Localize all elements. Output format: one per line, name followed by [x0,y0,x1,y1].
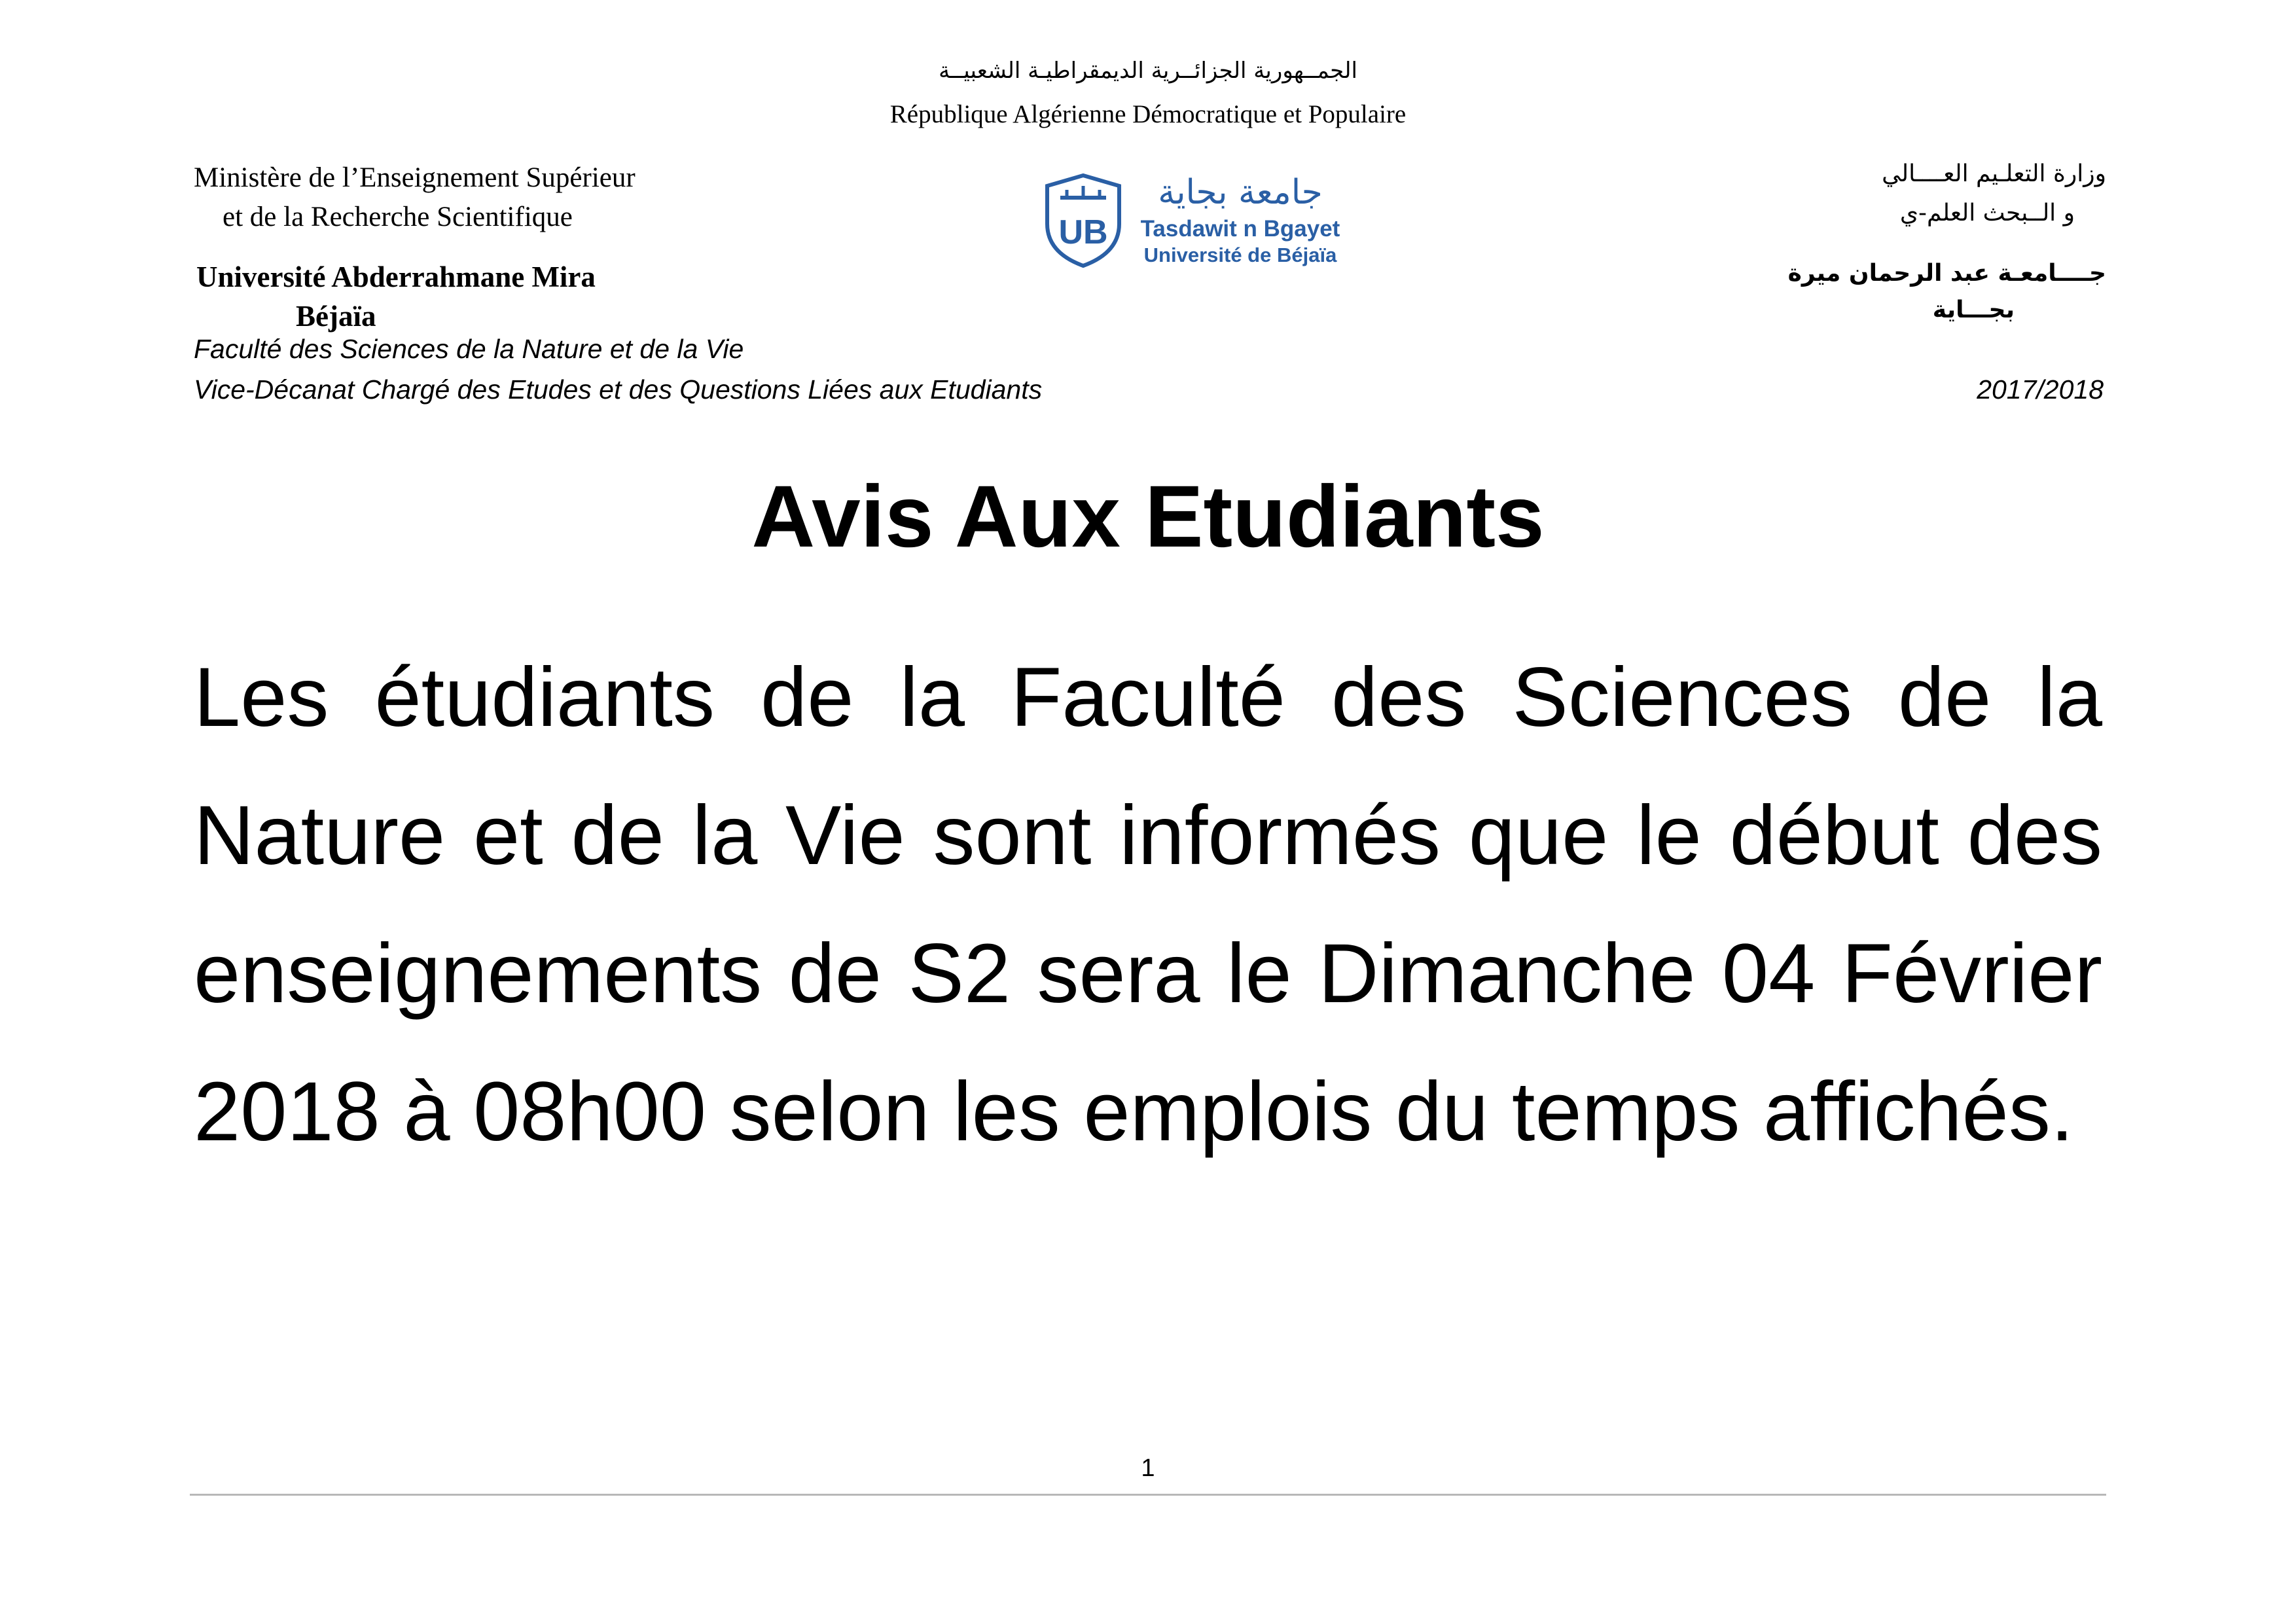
ministry-line-2: et de la Recherche Scientifique [223,202,573,232]
arabic-ministry-line-1: وزارة التعلـيم العــــالي [1882,160,2106,187]
ministry-name-arabic [1882,154,2106,233]
university-name-arabic [1788,255,2106,329]
university-line-1: Université Abderrahmane Mira [196,261,596,293]
emblem-letters: UB [1058,213,1108,251]
ministry-line-1: Ministère de l’Enseignement Supérieur [194,162,636,193]
footer-divider [190,1494,2106,1496]
university-name-french [196,257,596,336]
vice-deanery-name: Vice-Décanat Chargé des Etudes et des Questions Liées aux Etudiants [194,374,1043,405]
notice-title: Avis Aux Etudiants [751,468,1545,566]
logo-arabic-name: جامعة بجاية [1158,173,1323,212]
arabic-ministry-line-2: و الــبحث العلم-ي [1899,200,2075,226]
academic-year: 2017/2018 [1977,374,2104,405]
page-number: 1 [1141,1454,1155,1482]
notice-body: Les étudiants de la Faculté des Sciences de la Nature et de la Vie sont informés que le début des enseignements de S2 sera le Dimanche 04 Février 2018 à 08h00 selon les emplois du temps affichés. [194,651,2102,1159]
university-logo [1041,171,1348,270]
arabic-republic-header: الجمــهورية الجزائــرية الديمقراطيـة الشعبيــة [939,58,1357,84]
ministry-name-french [194,158,636,237]
university-city: Béjaïa [296,300,376,333]
logo-kabyle-name: Tasdawit n Bgayet [1140,216,1340,242]
french-republic-header: République Algérienne Démocratique et Populaire [889,100,1407,128]
arabic-university-line-1: جــــامعـة عبد الرحمان ميرة [1787,260,2106,287]
faculty-name: Faculté des Sciences de la Nature et de la Vie [194,334,744,364]
logo-french-name: Université de Béjaïa [1143,244,1337,266]
arabic-university-city: بجـــاية [1932,297,2015,323]
university-emblem-icon [1041,171,1126,270]
